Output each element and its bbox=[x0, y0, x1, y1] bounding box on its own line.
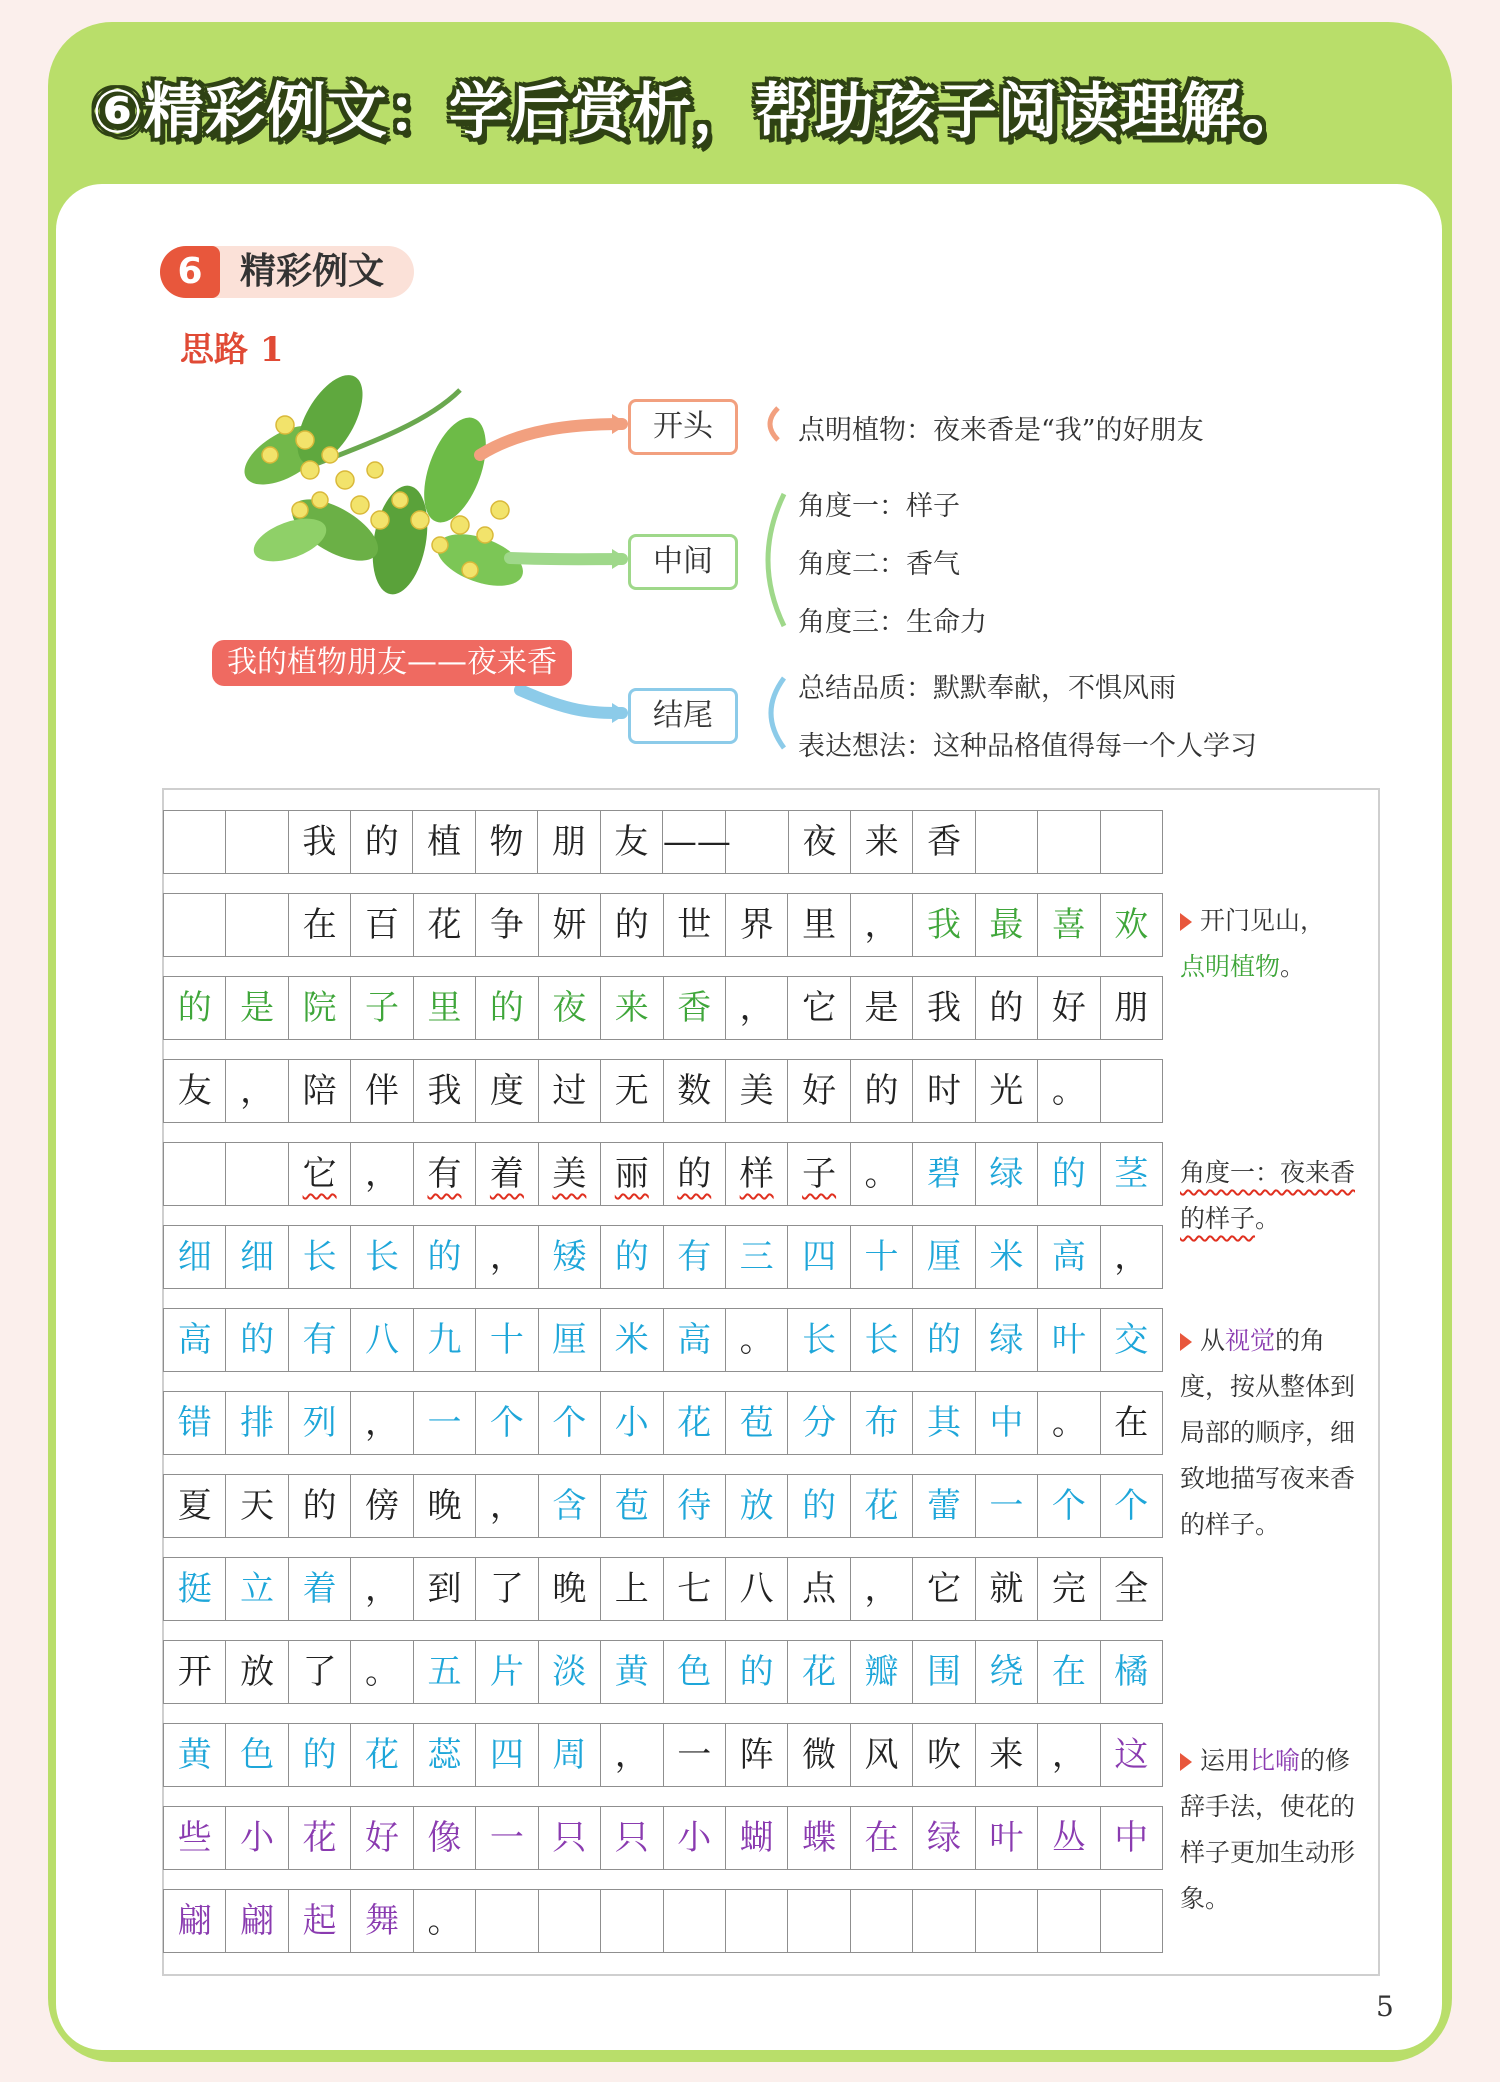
grid-cell bbox=[1038, 1889, 1100, 1953]
grid-cell: 妍 bbox=[539, 893, 601, 957]
essay-row bbox=[163, 1142, 1163, 1206]
grid-cell: —— bbox=[663, 810, 727, 874]
grid-cell: 个 bbox=[1038, 1474, 1100, 1538]
grid-cell: 的 bbox=[226, 1308, 288, 1372]
grid-cell: 丛 bbox=[1038, 1806, 1100, 1870]
grid-cell bbox=[726, 1889, 788, 1953]
grid-cell: 子 bbox=[351, 976, 413, 1040]
grid-cell: 时 bbox=[913, 1059, 975, 1123]
grid-cell: 夏 bbox=[163, 1474, 226, 1538]
grid-cell: 晚 bbox=[539, 1557, 601, 1621]
grid-cell: 长 bbox=[851, 1308, 913, 1372]
grid-cell: 院 bbox=[289, 976, 351, 1040]
grid-cell: 傍 bbox=[351, 1474, 413, 1538]
grid-cell: 立 bbox=[226, 1557, 288, 1621]
grid-cell: 欢 bbox=[1101, 893, 1163, 957]
middle-point-3: 角度三：生命力 bbox=[798, 607, 987, 638]
grid-cell: 待 bbox=[664, 1474, 726, 1538]
grid-cell: 友 bbox=[601, 810, 663, 874]
grid-cell: 的 bbox=[289, 1723, 351, 1787]
grid-cell: 小 bbox=[226, 1806, 288, 1870]
grid-cell: 上 bbox=[601, 1557, 663, 1621]
grid-cell: 阵 bbox=[726, 1723, 788, 1787]
essay-row bbox=[163, 1889, 1163, 1953]
grid-cell: 有 bbox=[289, 1308, 351, 1372]
essay-row bbox=[163, 1640, 1163, 1704]
grid-cell: 在 bbox=[1038, 1640, 1100, 1704]
grid-cell: 过 bbox=[539, 1059, 601, 1123]
essay-row bbox=[163, 1225, 1163, 1289]
grid-cell: 在 bbox=[1101, 1391, 1163, 1455]
grid-cell: 十 bbox=[851, 1225, 913, 1289]
grid-cell: 的 bbox=[976, 976, 1038, 1040]
grid-cell: 些 bbox=[163, 1806, 226, 1870]
annotation-4: 运用比喻的修辞手法，使花的样子更加生动形象。 bbox=[1180, 1746, 1356, 1913]
grid-cell: 中 bbox=[1101, 1806, 1163, 1870]
grid-cell bbox=[1101, 1889, 1163, 1953]
grid-cell: 蝶 bbox=[788, 1806, 850, 1870]
grid-cell: 香 bbox=[913, 810, 975, 874]
grid-cell: ， bbox=[851, 1557, 913, 1621]
grid-cell: 片 bbox=[476, 1640, 538, 1704]
essay-row bbox=[163, 1059, 1163, 1123]
grid-cell: 有 bbox=[414, 1142, 476, 1206]
grid-cell: 瓣 bbox=[851, 1640, 913, 1704]
grid-cell: 翩 bbox=[226, 1889, 288, 1953]
essay-row bbox=[163, 976, 1163, 1040]
grid-cell: 它 bbox=[913, 1557, 975, 1621]
grid-cell bbox=[163, 893, 226, 957]
grid-cell: 好 bbox=[351, 1806, 413, 1870]
grid-cell: 绕 bbox=[976, 1640, 1038, 1704]
grid-cell: 来 bbox=[601, 976, 663, 1040]
grid-cell: 矮 bbox=[539, 1225, 601, 1289]
banner-title: ⑥精彩例文：学后赏析，帮助孩子阅读理解。 bbox=[92, 77, 1303, 147]
grid-cell bbox=[226, 810, 288, 874]
grid-cell: 吹 bbox=[913, 1723, 975, 1787]
grid-cell: 好 bbox=[788, 1059, 850, 1123]
grid-cell: 花 bbox=[351, 1723, 413, 1787]
grid-cell: 花 bbox=[788, 1640, 850, 1704]
grid-cell: 长 bbox=[351, 1225, 413, 1289]
grid-cell: ， bbox=[1101, 1225, 1163, 1289]
grid-cell bbox=[226, 893, 288, 957]
grid-cell: 数 bbox=[664, 1059, 726, 1123]
grid-cell: 里 bbox=[414, 976, 476, 1040]
grid-cell: 布 bbox=[851, 1391, 913, 1455]
grid-cell: 五 bbox=[414, 1640, 476, 1704]
grid-cell: 喜 bbox=[1038, 893, 1100, 957]
grid-cell: 花 bbox=[664, 1391, 726, 1455]
grid-cell: 的 bbox=[414, 1225, 476, 1289]
grid-cell bbox=[539, 1889, 601, 1953]
annotation-1: 开门见山， 点明植物。 bbox=[1180, 906, 1326, 981]
grid-cell: 只 bbox=[601, 1806, 663, 1870]
grid-cell bbox=[163, 810, 226, 874]
grid-cell: 蕊 bbox=[414, 1723, 476, 1787]
grid-cell: 朋 bbox=[1101, 976, 1163, 1040]
grid-cell: 陪 bbox=[289, 1059, 351, 1123]
essay-row bbox=[163, 1308, 1163, 1372]
grid-cell: 花 bbox=[851, 1474, 913, 1538]
grid-cell: 的 bbox=[851, 1059, 913, 1123]
grid-cell: 美 bbox=[539, 1142, 601, 1206]
grid-cell: ， bbox=[476, 1474, 538, 1538]
grid-cell: 天 bbox=[226, 1474, 288, 1538]
grid-cell: 花 bbox=[289, 1806, 351, 1870]
grid-cell: 里 bbox=[788, 893, 850, 957]
grid-cell: 茎 bbox=[1101, 1142, 1163, 1206]
marker-icon bbox=[1180, 1753, 1192, 1771]
grid-cell: 米 bbox=[601, 1308, 663, 1372]
grid-cell: 晚 bbox=[414, 1474, 476, 1538]
grid-cell: 的 bbox=[913, 1308, 975, 1372]
grid-cell: 的 bbox=[726, 1640, 788, 1704]
grid-cell: 微 bbox=[788, 1723, 850, 1787]
grid-cell: 。 bbox=[851, 1142, 913, 1206]
grid-cell: 界 bbox=[726, 893, 788, 957]
grid-cell: 丽 bbox=[601, 1142, 663, 1206]
grid-cell: 点 bbox=[788, 1557, 850, 1621]
grid-cell: 有 bbox=[664, 1225, 726, 1289]
grid-cell bbox=[1101, 810, 1163, 874]
grid-cell: 全 bbox=[1101, 1557, 1163, 1621]
grid-cell: 交 bbox=[1101, 1308, 1163, 1372]
essay-row bbox=[163, 1557, 1163, 1621]
grid-cell: 无 bbox=[601, 1059, 663, 1123]
grid-cell: 围 bbox=[913, 1640, 975, 1704]
grid-cell: 的 bbox=[476, 976, 538, 1040]
grid-cell: 朋 bbox=[538, 810, 600, 874]
grid-cell: 就 bbox=[976, 1557, 1038, 1621]
annotation-2: 角度一：夜来香的样子。 bbox=[1180, 1158, 1356, 1233]
grid-cell: 我 bbox=[913, 893, 975, 957]
grid-cell: 黄 bbox=[163, 1723, 226, 1787]
grid-cell: 。 bbox=[1038, 1391, 1100, 1455]
grid-cell: 的 bbox=[601, 893, 663, 957]
grid-cell: ， bbox=[351, 1142, 413, 1206]
grid-cell: 蕾 bbox=[913, 1474, 975, 1538]
grid-cell: 一 bbox=[664, 1723, 726, 1787]
mindmap-topic: 我的植物朋友——夜来香 bbox=[212, 640, 572, 686]
grid-cell: 个 bbox=[539, 1391, 601, 1455]
grid-cell: 来 bbox=[976, 1723, 1038, 1787]
grid-cell: 度 bbox=[476, 1059, 538, 1123]
grid-cell: 了 bbox=[289, 1640, 351, 1704]
grid-cell bbox=[788, 1889, 850, 1953]
grid-cell: 好 bbox=[1038, 976, 1100, 1040]
section-number: 6 bbox=[160, 246, 220, 298]
grid-cell: 错 bbox=[163, 1391, 226, 1455]
grid-cell: 着 bbox=[289, 1557, 351, 1621]
grid-cell: 长 bbox=[289, 1225, 351, 1289]
grid-cell: 这 bbox=[1101, 1723, 1163, 1787]
grid-cell: 夜 bbox=[789, 810, 851, 874]
grid-cell: 厘 bbox=[913, 1225, 975, 1289]
grid-cell: 色 bbox=[226, 1723, 288, 1787]
grid-cell: 它 bbox=[788, 976, 850, 1040]
grid-cell: 的 bbox=[788, 1474, 850, 1538]
essay-row bbox=[163, 1723, 1163, 1787]
grid-cell: 分 bbox=[788, 1391, 850, 1455]
grid-cell: 我 bbox=[289, 810, 351, 874]
grid-cell: 蝴 bbox=[726, 1806, 788, 1870]
grid-cell: 伴 bbox=[351, 1059, 413, 1123]
grid-cell: 含 bbox=[539, 1474, 601, 1538]
annotation-3: 从视觉的角度，按从整体到局部的顺序，细致地描写夜来香的样子。 bbox=[1180, 1326, 1356, 1539]
grid-cell: 长 bbox=[788, 1308, 850, 1372]
grid-cell bbox=[976, 1889, 1038, 1953]
section-title: 精彩例文 bbox=[240, 251, 385, 292]
grid-cell: 着 bbox=[476, 1142, 538, 1206]
grid-cell: 碧 bbox=[913, 1142, 975, 1206]
grid-cell: 十 bbox=[476, 1308, 538, 1372]
grid-cell: 七 bbox=[664, 1557, 726, 1621]
grid-cell: ， bbox=[601, 1723, 663, 1787]
grid-cell bbox=[976, 810, 1038, 874]
grid-cell: 最 bbox=[976, 893, 1038, 957]
grid-cell bbox=[913, 1889, 975, 1953]
grid-cell: 我 bbox=[414, 1059, 476, 1123]
grid-cell: 了 bbox=[476, 1557, 538, 1621]
grid-cell bbox=[226, 1142, 288, 1206]
grid-cell: 绿 bbox=[976, 1308, 1038, 1372]
grid-cell: 细 bbox=[163, 1225, 226, 1289]
grid-cell: 夜 bbox=[539, 976, 601, 1040]
essay-row bbox=[163, 893, 1163, 957]
grid-cell: 色 bbox=[664, 1640, 726, 1704]
grid-cell: 淡 bbox=[539, 1640, 601, 1704]
grid-cell: 米 bbox=[976, 1225, 1038, 1289]
node-start: 开头 bbox=[628, 399, 738, 455]
grid-cell: 一 bbox=[976, 1474, 1038, 1538]
grid-cell: 光 bbox=[976, 1059, 1038, 1123]
end-point-2: 表达想法：这种品格值得每一个人学习 bbox=[798, 731, 1257, 762]
grid-cell: 绿 bbox=[976, 1142, 1038, 1206]
grid-cell: 排 bbox=[226, 1391, 288, 1455]
grid-cell: 八 bbox=[726, 1557, 788, 1621]
grid-cell bbox=[1038, 810, 1100, 874]
grid-cell: 一 bbox=[476, 1806, 538, 1870]
grid-cell: 它 bbox=[289, 1142, 351, 1206]
grid-cell: 个 bbox=[1101, 1474, 1163, 1538]
grid-cell: 物 bbox=[476, 810, 538, 874]
grid-cell: 一 bbox=[414, 1391, 476, 1455]
grid-cell: 高 bbox=[163, 1308, 226, 1372]
grid-cell bbox=[664, 1889, 726, 1953]
grid-cell: 黄 bbox=[601, 1640, 663, 1704]
grid-cell bbox=[163, 1142, 226, 1206]
grid-cell: 厘 bbox=[539, 1308, 601, 1372]
grid-cell: 高 bbox=[664, 1308, 726, 1372]
grid-cell: 世 bbox=[664, 893, 726, 957]
grid-cell bbox=[601, 1889, 663, 1953]
grid-cell bbox=[726, 810, 788, 874]
grid-cell: 。 bbox=[414, 1889, 476, 1953]
grid-cell: ， bbox=[726, 976, 788, 1040]
marker-icon bbox=[1180, 1333, 1192, 1351]
grid-cell: ， bbox=[226, 1059, 288, 1123]
grid-cell: 三 bbox=[726, 1225, 788, 1289]
grid-cell: 是 bbox=[851, 976, 913, 1040]
grid-cell: 的 bbox=[601, 1225, 663, 1289]
grid-cell: 叶 bbox=[1038, 1308, 1100, 1372]
grid-cell: 的 bbox=[1038, 1142, 1100, 1206]
essay-row bbox=[163, 810, 1163, 874]
grid-cell: 。 bbox=[351, 1640, 413, 1704]
grid-cell: 八 bbox=[351, 1308, 413, 1372]
grid-cell: 。 bbox=[726, 1308, 788, 1372]
node-end: 结尾 bbox=[628, 688, 738, 744]
grid-cell: ， bbox=[1038, 1723, 1100, 1787]
grid-cell: 完 bbox=[1038, 1557, 1100, 1621]
grid-cell: 百 bbox=[351, 893, 413, 957]
grid-cell: 我 bbox=[913, 976, 975, 1040]
node-middle: 中间 bbox=[628, 534, 738, 590]
grid-cell: 花 bbox=[414, 893, 476, 957]
flower-illustration-icon bbox=[235, 365, 530, 599]
grid-cell bbox=[476, 1889, 538, 1953]
start-point: 点明植物：夜来香是“我”的好朋友 bbox=[798, 415, 1204, 446]
grid-cell: 小 bbox=[664, 1806, 726, 1870]
middle-point-2: 角度二：香气 bbox=[798, 549, 960, 580]
grid-cell: 周 bbox=[539, 1723, 601, 1787]
grid-cell: 个 bbox=[476, 1391, 538, 1455]
grid-cell: 苞 bbox=[601, 1474, 663, 1538]
grid-cell: 放 bbox=[726, 1474, 788, 1538]
page-number: 5 bbox=[1376, 1990, 1394, 2023]
end-point-1: 总结品质：默默奉献，不惧风雨 bbox=[798, 673, 1176, 704]
grid-cell: 橘 bbox=[1101, 1640, 1163, 1704]
grid-cell: 样 bbox=[726, 1142, 788, 1206]
grid-cell: 争 bbox=[476, 893, 538, 957]
grid-cell: ， bbox=[351, 1557, 413, 1621]
grid-cell bbox=[1101, 1059, 1163, 1123]
grid-cell: 的 bbox=[664, 1142, 726, 1206]
middle-point-1: 角度一：样子 bbox=[798, 491, 960, 522]
grid-cell: 小 bbox=[601, 1391, 663, 1455]
grid-cell: 像 bbox=[414, 1806, 476, 1870]
grid-cell: 其 bbox=[913, 1391, 975, 1455]
grid-cell: 四 bbox=[476, 1723, 538, 1787]
grid-cell: 的 bbox=[351, 810, 413, 874]
grid-cell: 放 bbox=[226, 1640, 288, 1704]
essay-row bbox=[163, 1806, 1163, 1870]
grid-cell: 美 bbox=[726, 1059, 788, 1123]
grid-cell: 挺 bbox=[163, 1557, 226, 1621]
grid-cell: 叶 bbox=[976, 1806, 1038, 1870]
grid-cell: 是 bbox=[226, 976, 288, 1040]
grid-cell: 到 bbox=[414, 1557, 476, 1621]
grid-cell: 只 bbox=[539, 1806, 601, 1870]
grid-cell: 在 bbox=[851, 1806, 913, 1870]
grid-cell: 九 bbox=[414, 1308, 476, 1372]
grid-cell: 细 bbox=[226, 1225, 288, 1289]
grid-cell: ， bbox=[851, 893, 913, 957]
grid-cell: 舞 bbox=[351, 1889, 413, 1953]
grid-cell: 的 bbox=[289, 1474, 351, 1538]
grid-cell: 在 bbox=[289, 893, 351, 957]
grid-cell: 植 bbox=[413, 810, 475, 874]
approach-label: 思路 1 bbox=[180, 330, 284, 370]
grid-cell: 起 bbox=[289, 1889, 351, 1953]
grid-cell: 的 bbox=[163, 976, 226, 1040]
grid-cell: 友 bbox=[163, 1059, 226, 1123]
grid-cell: 四 bbox=[788, 1225, 850, 1289]
grid-cell: 高 bbox=[1038, 1225, 1100, 1289]
grid-cell: 列 bbox=[289, 1391, 351, 1455]
grid-cell: 开 bbox=[163, 1640, 226, 1704]
grid-cell: ， bbox=[351, 1391, 413, 1455]
grid-cell bbox=[851, 1889, 913, 1953]
grid-cell: 苞 bbox=[726, 1391, 788, 1455]
grid-cell: 翩 bbox=[163, 1889, 226, 1953]
grid-cell: 子 bbox=[788, 1142, 850, 1206]
marker-icon bbox=[1180, 913, 1192, 931]
grid-cell: 风 bbox=[851, 1723, 913, 1787]
essay-row bbox=[163, 1391, 1163, 1455]
grid-cell: 。 bbox=[1038, 1059, 1100, 1123]
grid-cell: 香 bbox=[664, 976, 726, 1040]
grid-cell: 中 bbox=[976, 1391, 1038, 1455]
grid-cell: 绿 bbox=[913, 1806, 975, 1870]
essay-row bbox=[163, 1474, 1163, 1538]
grid-cell: 来 bbox=[851, 810, 913, 874]
grid-cell: ， bbox=[476, 1225, 538, 1289]
